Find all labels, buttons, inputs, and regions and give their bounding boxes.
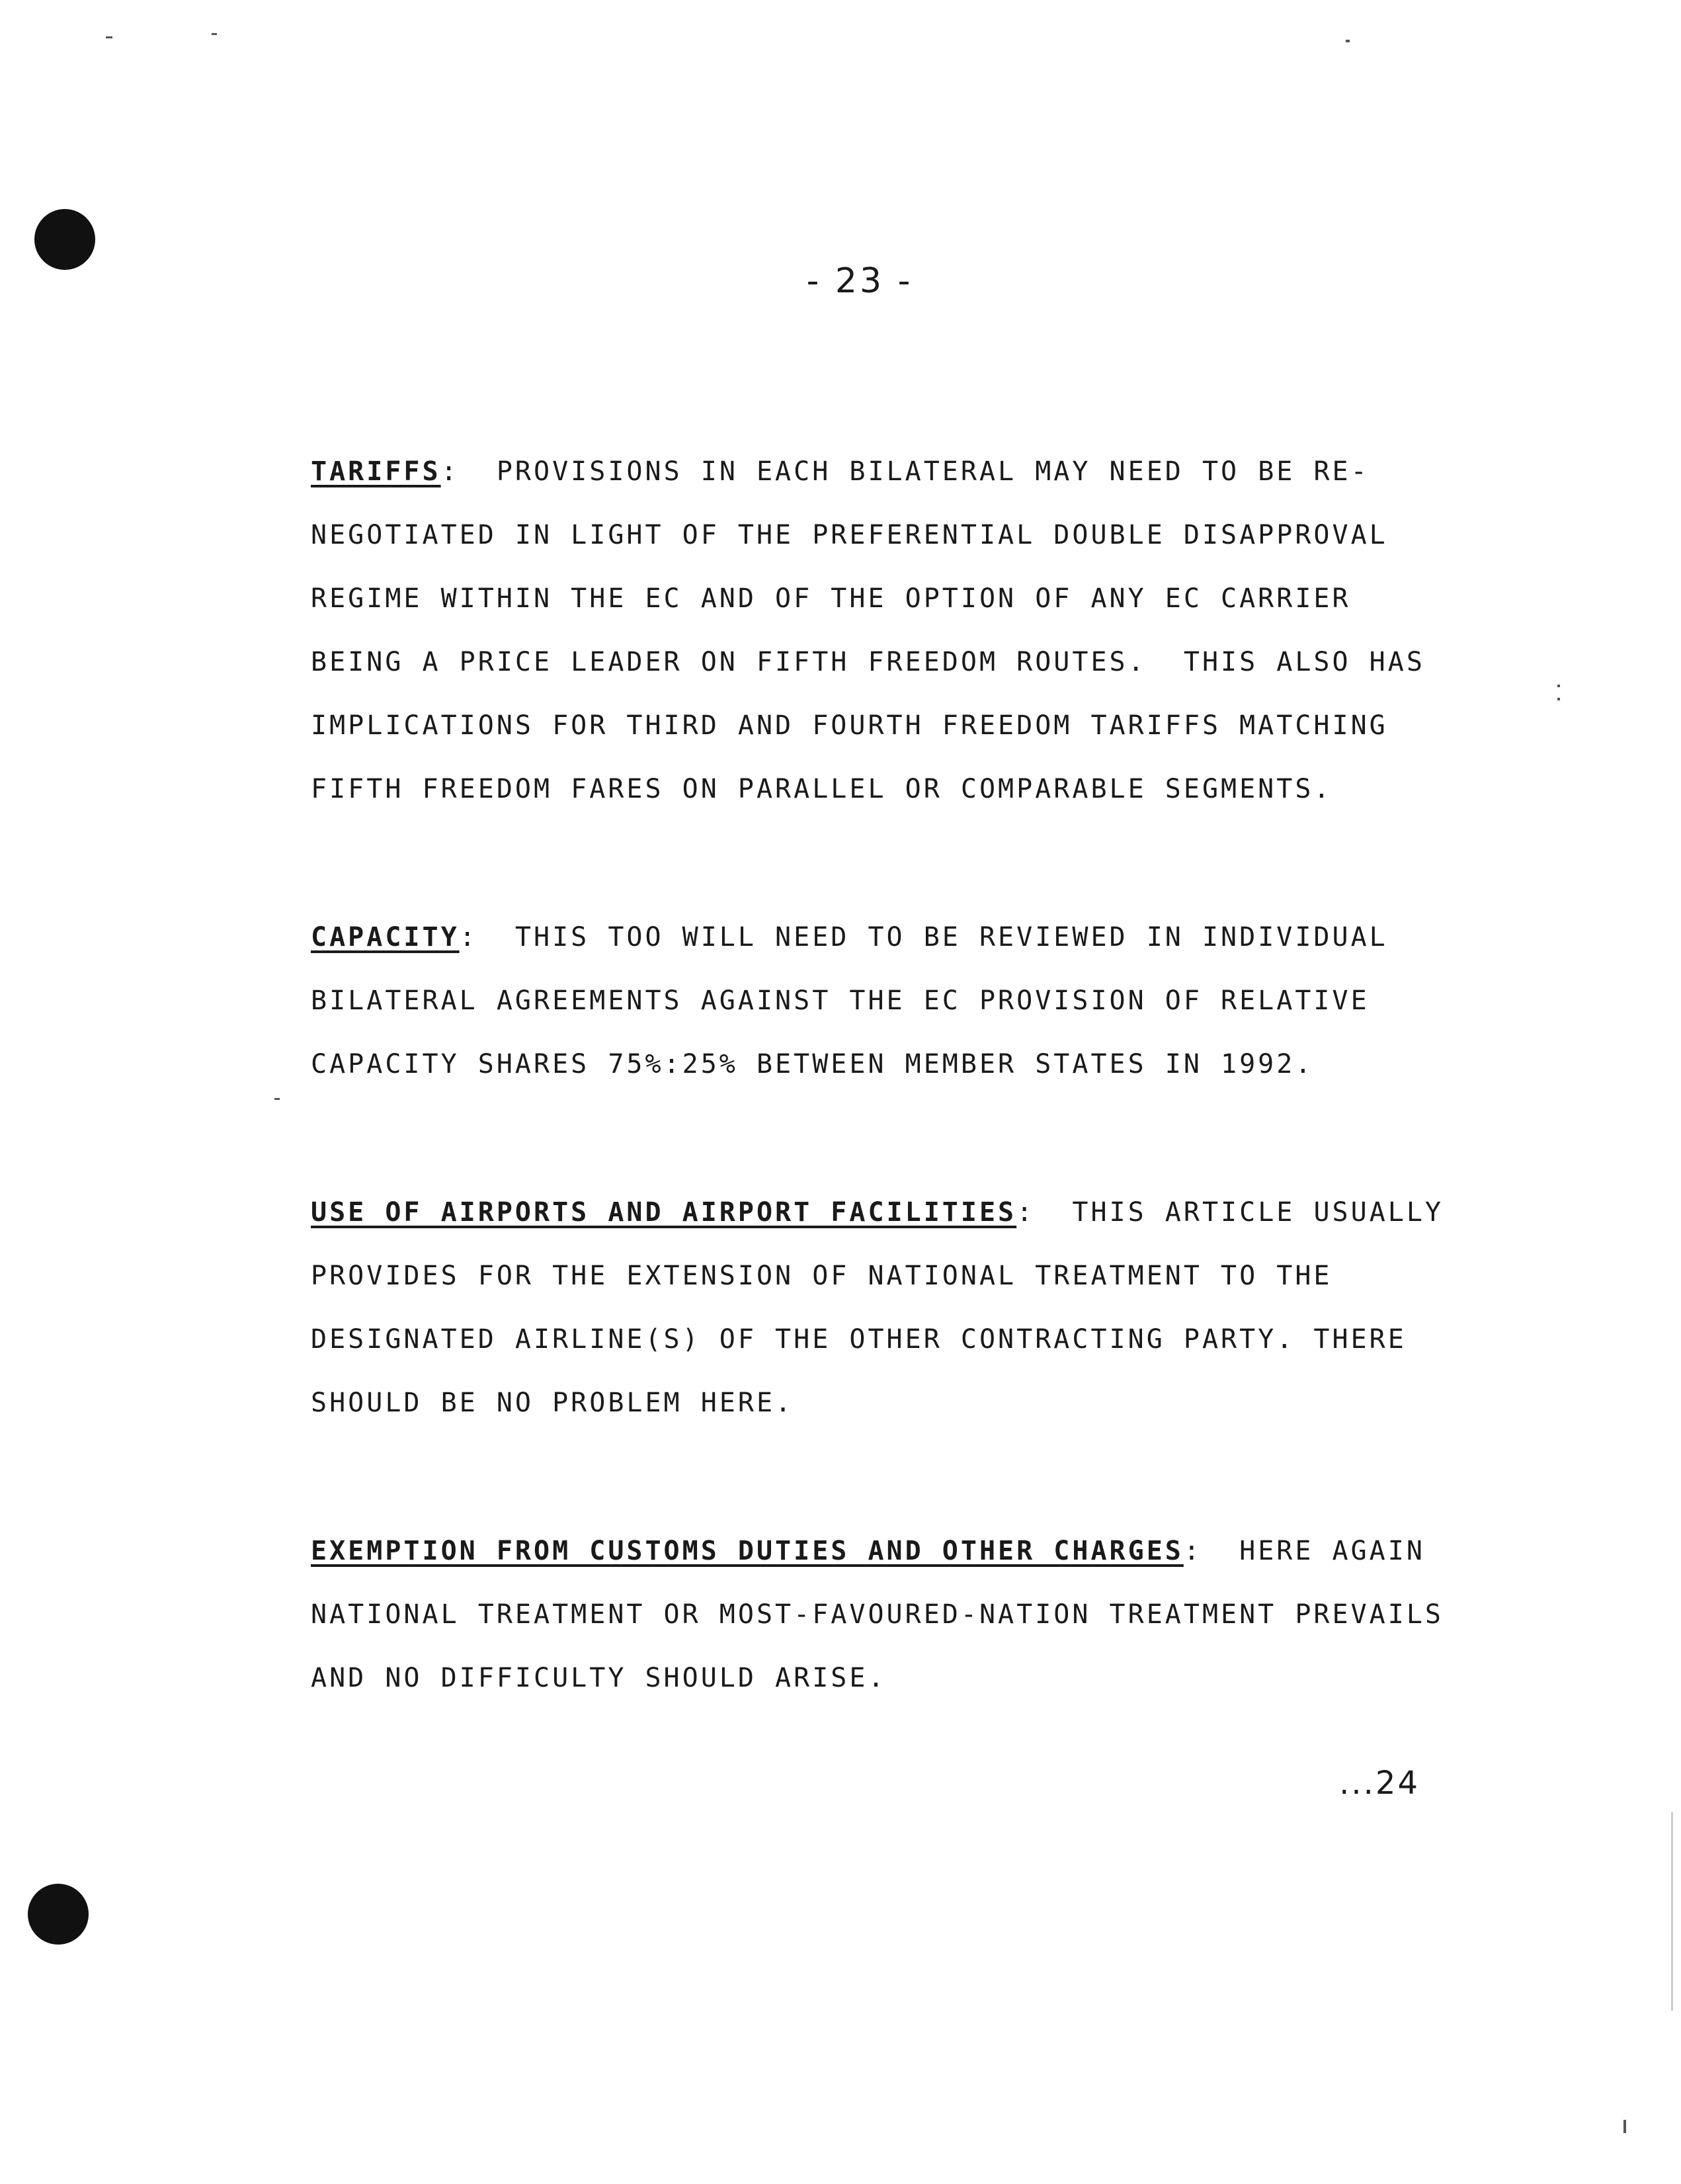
heading-separator: : [440,456,497,487]
paragraph-tariffs [311,440,1448,821]
punch-hole-bottom [28,1884,89,1945]
paragraph-airports [311,1181,1463,1435]
section-text: THIS ARTICLE USUALLY PROVIDES FOR THE EXTENSION OF NATIONAL TREATMENT TO THE DESIGNATED AIRLINE(S) OF THE OTHER CONTRACTING PARTY. THERE SHOULD BE NO PROBLEM HERE. [311,1197,1463,1418]
continuation-marker: ...24 [1339,1765,1420,1802]
section-heading: USE OF AIRPORTS AND AIRPORT FACILITIES [311,1197,1017,1228]
section-heading: CAPACITY [311,922,460,952]
section-text: THIS TOO WILL NEED TO BE REVIEWED IN INDIVIDUAL BILATERAL AGREEMENTS AGAINST THE EC PROVISION OF RELATIVE CAPACITY SHARES 75%:25% BETWEEN MEMBER STATES IN 1992. [311,922,1407,1079]
paragraph-capacity [311,905,1448,1096]
heading-separator: : [1183,1536,1240,1566]
scan-speck [274,1098,280,1100]
scan-speck [1346,40,1350,42]
page-number: - 23 - [806,261,913,301]
scan-speck [106,36,112,38]
scan-speck [1557,698,1560,700]
section-text: HERE AGAIN NATIONAL TREATMENT OR MOST-FAVOURED-NATION TREATMENT PREVAILS AND NO DIFFICULTY SHOULD ARISE. [311,1536,1463,1693]
scan-edge-line [1671,1812,1673,2011]
heading-separator: : [1016,1197,1073,1228]
section-heading: TARIFFS [311,456,441,487]
scan-speck [1623,2120,1626,2133]
paragraph-customs [311,1519,1463,1710]
document-body [311,440,1463,1794]
scan-speck [1557,685,1560,687]
heading-separator: : [459,922,515,952]
section-text: PROVISIONS IN EACH BILATERAL MAY NEED TO BE RE-NEGOTIATED IN LIGHT OF THE PREFERENTIAL DOUBLE DISAPPROVAL REGIME WITHIN THE EC AND OF THE OPTION OF ANY EC CARRIER BEING A PRICE LEADER ON FIFTH FREEDOM ROUTES. THIS ALSO HAS IMPLICATIONS FOR THIRD AND FOURTH FREEDOM TARIFFS MATCHING FIFTH FREEDOM FARES ON PARALLEL OR COMPARABLE SEGMENTS. [311,456,1444,804]
scan-speck [212,33,217,35]
section-heading: EXEMPTION FROM CUSTOMS DUTIES AND OTHER CHARGES [311,1536,1184,1566]
